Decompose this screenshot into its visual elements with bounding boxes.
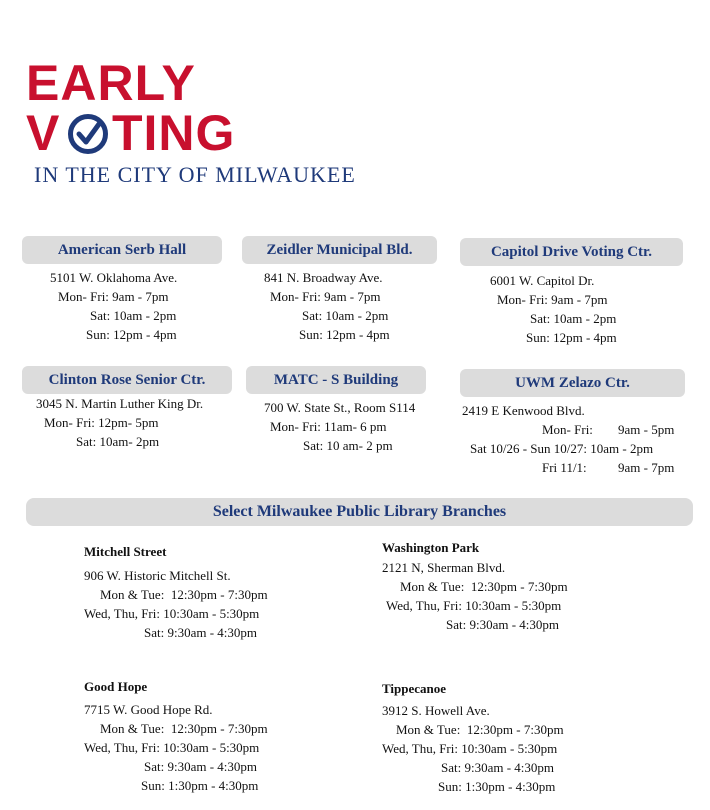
- hours-time: 9am - 7pm: [551, 292, 608, 307]
- hours-day: Mon & Tue:: [100, 721, 165, 736]
- hours-day: Mon- Fri:: [44, 415, 95, 430]
- hours-day: Mon- Fri:: [497, 292, 548, 307]
- library-address: 2121 N, Sherman Blvd.: [382, 560, 506, 575]
- hours-time: 10am- 2pm: [99, 434, 160, 449]
- hours-day: Sun:: [141, 778, 165, 793]
- library-address: 3912 S. Howell Ave.: [382, 703, 490, 718]
- hours-time: 10am - 2pm: [553, 311, 617, 326]
- hours-day: Sat:: [441, 760, 462, 775]
- hours-day: Sat:: [302, 308, 323, 323]
- libraries-banner: Select Milwaukee Public Library Branches: [26, 498, 693, 526]
- hours-time: 12pm - 4pm: [113, 327, 177, 342]
- hours-day: Sat:: [144, 625, 165, 640]
- hours-day: Mon & Tue:: [100, 587, 165, 602]
- checkmark-o-icon: [68, 114, 108, 154]
- hours-day: Sat 10/26 - Sun 10/27:: [470, 441, 588, 456]
- hours-time: 12pm- 5pm: [98, 415, 159, 430]
- hours-time: 10:30am - 5:30pm: [163, 606, 260, 621]
- hours-day: Sat:: [76, 434, 97, 449]
- hours-time: 9:30am - 4:30pm: [464, 760, 555, 775]
- hours-time: 10:30am - 5:30pm: [163, 740, 260, 755]
- site-name: MATC - S Building: [246, 366, 426, 394]
- hours-time: 9:30am - 4:30pm: [469, 617, 560, 632]
- logo-word-v: V: [26, 105, 61, 161]
- site-address: 841 N. Broadway Ave.: [264, 270, 383, 285]
- hours-day: Mon & Tue:: [400, 579, 465, 594]
- hours-time: 9am - 5pm: [618, 422, 675, 437]
- hours-time: 10 am- 2 pm: [326, 438, 393, 453]
- site-name: Capitol Drive Voting Ctr.: [460, 238, 683, 266]
- hours-time: 11am- 6 pm: [324, 419, 387, 434]
- hours-day: Wed, Thu, Fri:: [386, 598, 462, 613]
- hours-day: Sat:: [144, 759, 165, 774]
- site-address: 5101 W. Oklahoma Ave.: [50, 270, 178, 285]
- hours-day: Sat:: [446, 617, 467, 632]
- hours-time: 12:30pm - 7:30pm: [170, 721, 268, 736]
- hours-time: 12:30pm - 7:30pm: [466, 722, 564, 737]
- site-name: Clinton Rose Senior Ctr.: [22, 366, 232, 394]
- site-address: 2419 E Kenwood Blvd.: [462, 403, 585, 418]
- library-address: 7715 W. Good Hope Rd.: [84, 702, 213, 717]
- hours-day: Sun:: [86, 327, 110, 342]
- library-address: 906 W. Historic Mitchell St.: [84, 568, 231, 583]
- hours-day: Sun:: [438, 779, 462, 794]
- hours-day: Mon & Tue:: [396, 722, 461, 737]
- hours-time: 12:30pm - 7:30pm: [170, 587, 268, 602]
- logo-subtitle: IN THE CITY OF MILWAUKEE: [34, 162, 356, 187]
- library-name: Washington Park: [382, 540, 480, 555]
- hours-time: 12:30pm - 7:30pm: [470, 579, 568, 594]
- hours-day: Mon- Fri:: [270, 289, 321, 304]
- site-address: 3045 N. Martin Luther King Dr.: [36, 396, 204, 411]
- library-name: Mitchell Street: [84, 544, 167, 559]
- site-name: Zeidler Municipal Bld.: [242, 236, 437, 264]
- hours-time: 10:30am - 5:30pm: [465, 598, 562, 613]
- hours-time: 9:30am - 4:30pm: [167, 759, 258, 774]
- library-name: Good Hope: [84, 679, 148, 694]
- hours-day: Wed, Thu, Fri:: [382, 741, 458, 756]
- hours-time: 1:30pm - 4:30pm: [465, 779, 556, 794]
- hours-time: 10am - 2pm: [590, 441, 654, 456]
- hours-time: 1:30pm - 4:30pm: [168, 778, 259, 793]
- hours-day: Wed, Thu, Fri:: [84, 740, 160, 755]
- hours-time: 9am - 7pm: [112, 289, 169, 304]
- hours-day: Sat:: [303, 438, 324, 453]
- hours-day: Sun:: [299, 327, 323, 342]
- hours-day: Mon- Fri:: [270, 419, 321, 434]
- hours-time: 9am - 7pm: [618, 460, 675, 475]
- logo-word-ting: TING: [112, 105, 236, 161]
- logo-word-early: EARLY: [26, 55, 196, 111]
- site-name: American Serb Hall: [22, 236, 222, 264]
- hours-time: 10am - 2pm: [325, 308, 389, 323]
- hours-day: Mon- Fri:: [58, 289, 109, 304]
- hours-time: 9:30am - 4:30pm: [167, 625, 258, 640]
- hours-time: 10:30am - 5:30pm: [461, 741, 558, 756]
- hours-day: Mon- Fri:: [542, 422, 593, 437]
- hours-day: Wed, Thu, Fri:: [84, 606, 160, 621]
- hours-time: 12pm - 4pm: [553, 330, 617, 345]
- site-address: 6001 W. Capitol Dr.: [490, 273, 595, 288]
- hours-day: Sat:: [530, 311, 551, 326]
- hours-day: Sat:: [90, 308, 111, 323]
- hours-day: Fri 11/1:: [542, 460, 587, 475]
- hours-day: Sun:: [526, 330, 550, 345]
- hours-time: 12pm - 4pm: [326, 327, 390, 342]
- hours-time: 9am - 7pm: [324, 289, 381, 304]
- library-name: Tippecanoe: [382, 681, 447, 696]
- site-name: UWM Zelazo Ctr.: [460, 369, 685, 397]
- site-address: 700 W. State St., Room S114: [264, 400, 416, 415]
- hours-time: 10am - 2pm: [113, 308, 177, 323]
